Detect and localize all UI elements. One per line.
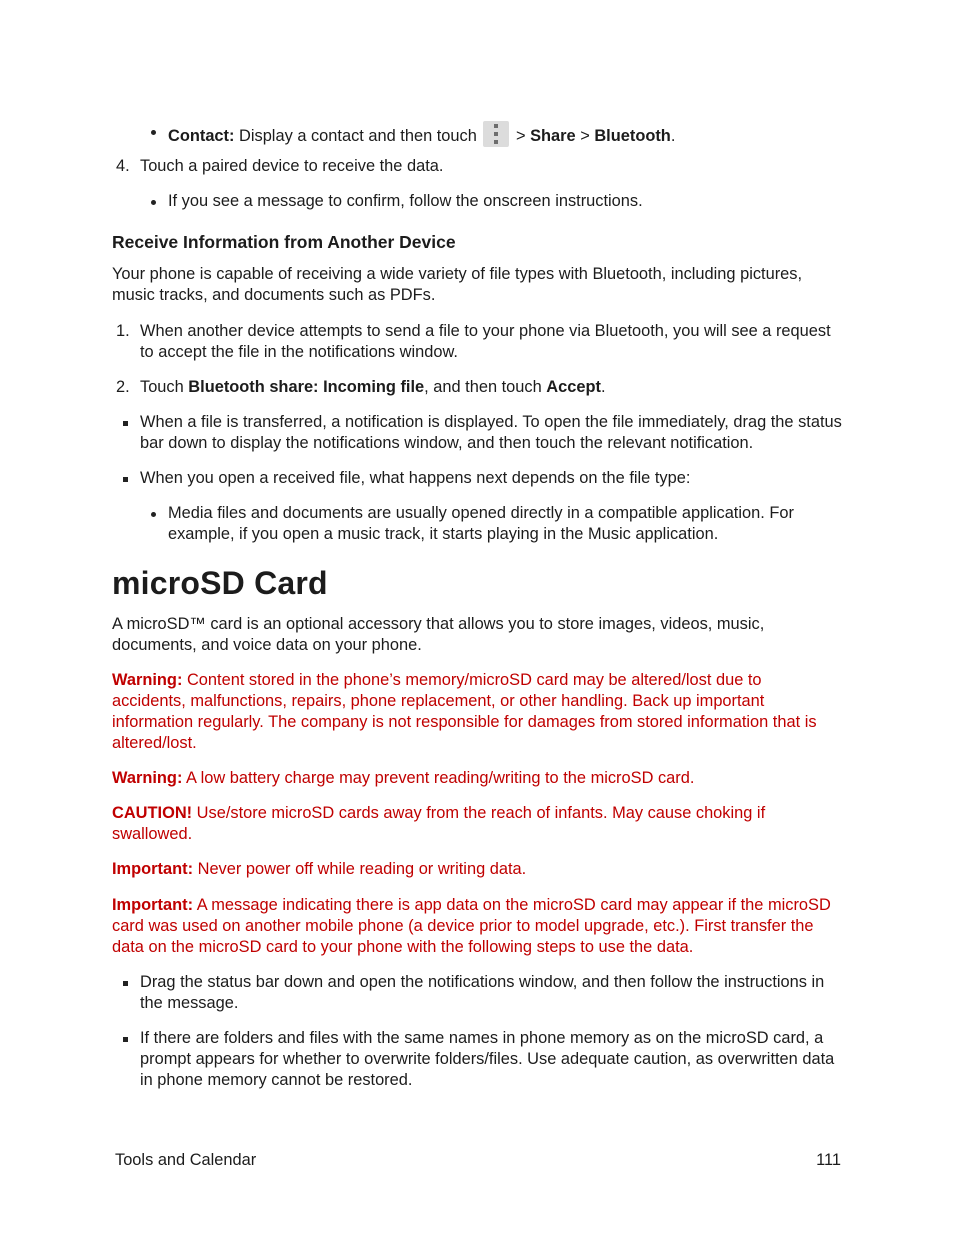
microsd-bullet-1: Drag the status bar down and open the notifications window, and then follow the instructions in the message. — [140, 973, 825, 1012]
contact-label: Contact: — [168, 127, 235, 145]
important-1: Important: Never power off while reading or writing data. — [112, 860, 527, 878]
warning-1: Warning: Content stored in the phone’s memory/microSD card may be altered/lost due to accidents, malfunctions, repairs, phone replacement, or other handling. Back up important information regularly. The company is not responsible for damages from stored information that is altered/lost. — [112, 671, 817, 752]
receive-intro: Your phone is capable of receiving a wide variety of file types with Bluetooth, including pictures, music tracks, and documents such as PDFs. — [112, 265, 803, 304]
important-2: Important: A message indicating there is app data on the microSD card may appear if the microSD card was used on another mobile phone (a device prior to model upgrade, etc.). First transfer the data on the microSD card to your phone with the following steps to use the data. — [112, 896, 831, 956]
step-number: 1. — [116, 322, 130, 340]
receive-subbullet: Media files and documents are usually opened directly in a compatible application. For example, if you open a music track, it starts playing in the Music application. — [168, 504, 794, 543]
warning-2: Warning: A low battery charge may prevent reading/writing to the microSD card. — [112, 769, 695, 787]
receive-step-2: Touch Bluetooth share: Incoming file, and then touch Accept. — [140, 378, 606, 396]
receive-note-2: When you open a received file, what happens next depends on the file type: — [140, 469, 691, 487]
step-number: 4. — [116, 157, 130, 175]
bullet-square — [123, 421, 128, 426]
page-number: 111 — [816, 1151, 841, 1169]
microsd-intro: A microSD™ card is an optional accessory that allows you to store images, videos, music, documents, and voice data on your phone. — [112, 615, 765, 654]
caution: CAUTION! Use/store microSD cards away from the reach of infants. May cause choking if swallowed. — [112, 804, 766, 843]
bullet-dot — [151, 200, 156, 205]
bullet-square — [123, 1037, 128, 1042]
receive-step-1: When another device attempts to send a file to your phone via Bluetooth, you will see a request to accept the file in the notifications window. — [140, 322, 831, 361]
step-4-bullet: If you see a message to confirm, follow the onscreen instructions. — [168, 192, 643, 210]
bullet-dot — [151, 130, 156, 135]
bullet-square — [123, 477, 128, 482]
bullet-dot — [151, 512, 156, 517]
contact-bullet: Contact: Display a contact and then touch > Share > Bluetooth. — [168, 121, 868, 147]
step-number: 2. — [116, 378, 130, 396]
page-title: microSD Card — [112, 565, 328, 601]
microsd-bullet-2: If there are folders and files with the same names in phone memory as on the microSD card, a prompt appears for whether to overwrite folders/files. Use adequate caution, as overwritten data in phone memory cannot be restored. — [140, 1029, 835, 1089]
section-heading: Receive Information from Another Device — [112, 232, 456, 252]
menu-kebab-icon — [483, 121, 509, 147]
bullet-square — [123, 981, 128, 986]
step-4-text: Touch a paired device to receive the data. — [140, 157, 444, 175]
footer-section: Tools and Calendar — [115, 1151, 257, 1169]
receive-note-1: When a file is transferred, a notification is displayed. To open the file immediately, drag the status bar down to display the notifications window, and then touch the relevant notification. — [140, 413, 842, 452]
